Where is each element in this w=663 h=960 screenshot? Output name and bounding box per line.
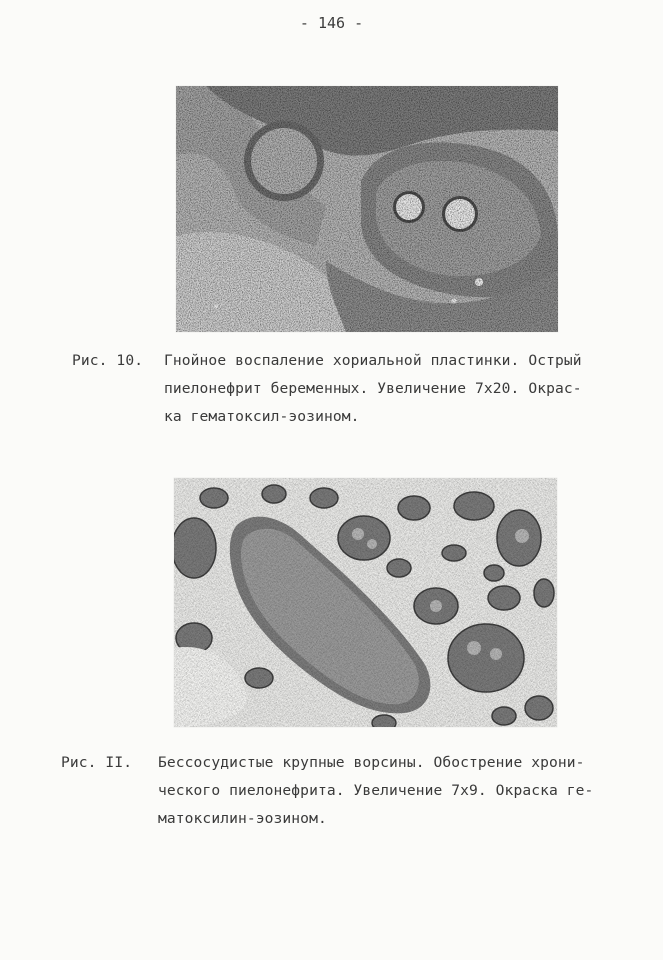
figure-10-caption-line: ка гематоксил-эозином. [164,408,360,425]
figure-10-caption [72,347,632,437]
figure-11-label: Рис. II. [61,754,133,771]
figure-11-caption-line: ческого пиелонефрита. Увеличение 7х9. Окраска ге- [158,782,594,799]
figure-10-caption-line: Гнойное воспаление хориальной пластинки. Острый [164,352,582,369]
micrograph-chorionic-plate [176,86,558,332]
figure-10-caption-line: пиелонефрит беременных. Увеличение 7х20. Окрас- [164,380,582,397]
figure-11-caption-line: Бессосудистые крупные ворсины. Обострение хрони- [158,754,585,771]
micrograph-avascular-villi [174,478,557,727]
figure-11-caption [61,749,641,839]
page-number: - 146 - [299,14,364,32]
figure-10-label: Рис. 10. [72,352,144,369]
figure-11-caption-line: матоксилин-эозином. [158,810,327,827]
